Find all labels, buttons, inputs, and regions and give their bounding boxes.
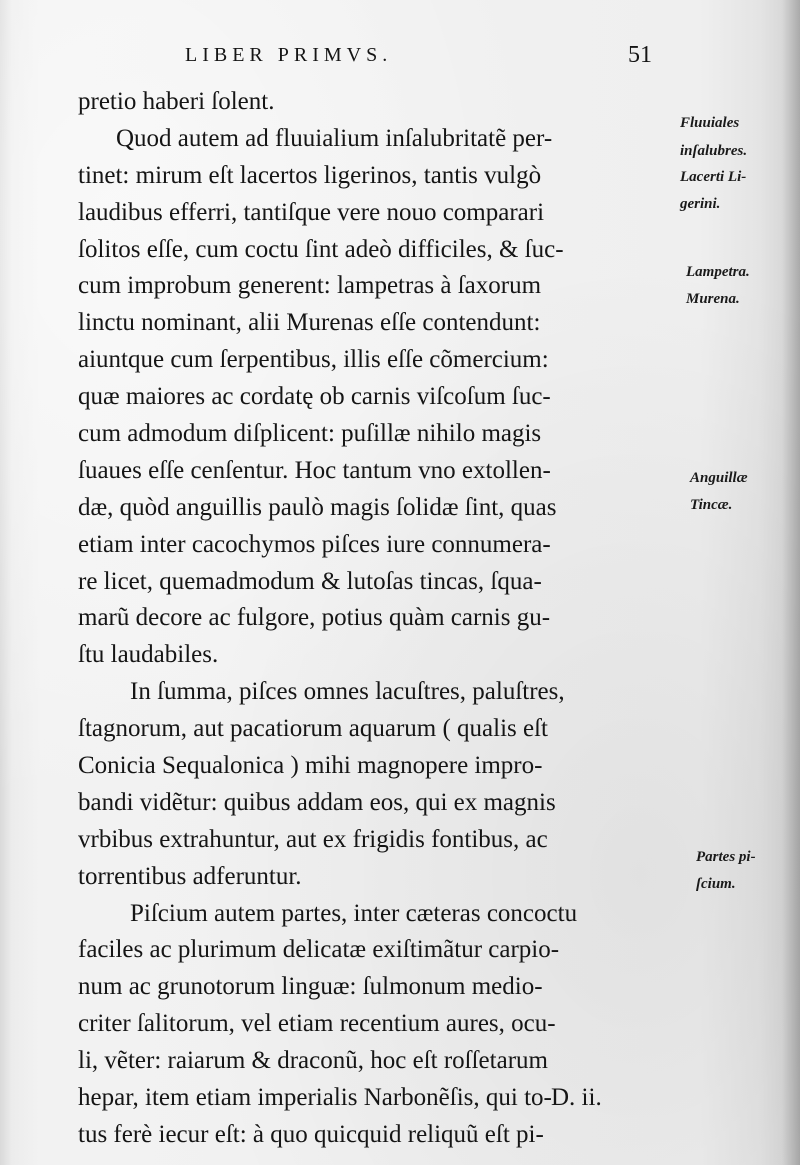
text-line-28: hepar, item etiam imperialis Narbonẽſis, qui to- bbox=[78, 1084, 552, 1112]
page-edge-shadow bbox=[782, 0, 800, 1165]
text-line-24: faciles ac plurimum delicatæ exiſtimãtur carpio- bbox=[78, 936, 560, 964]
margin-note-murena: Murena. bbox=[686, 291, 740, 307]
text-line-14: re licet, quemadmodum & lutoſas tincas, ſqua- bbox=[78, 567, 542, 595]
text-line-2: Quod autem ad fluuialium inſalubritatẽ per- bbox=[116, 124, 553, 152]
text-line-19: Conicia Sequalonica ) mihi magnopere impro- bbox=[78, 752, 543, 780]
text-line-1: pretio haberi ſolent. bbox=[78, 88, 275, 115]
text-line-26: criter ſalitorum, vel etiam recentium aures, ocu- bbox=[78, 1010, 556, 1038]
text-line-20: bandi vidẽtur: quibus addam eos, qui ex magnis bbox=[78, 788, 556, 816]
text-line-12: dæ, quòd anguillis paulò magis ſolidæ ſint, quas bbox=[78, 493, 557, 521]
margin-note-lampetra: Lampetra. bbox=[686, 264, 750, 280]
margin-note-gerini: gerini. bbox=[680, 196, 721, 212]
margin-note-piscium: ſcium. bbox=[696, 876, 736, 892]
signature-mark: D. ii. bbox=[551, 1084, 602, 1111]
margin-note-anguillae: Anguillæ bbox=[690, 470, 748, 486]
text-line-25: num ac grunotorum linguæ: ſulmonum medio- bbox=[78, 973, 543, 1001]
running-title: LIBER PRIMVS. bbox=[185, 44, 393, 66]
page-number: 51 bbox=[628, 42, 652, 68]
text-line-15: marũ decore ac fulgore, potius quàm carnis gu- bbox=[78, 604, 551, 632]
text-line-29: tus ferè iecur eſt: à quo quicquid reliquũ eſt pi- bbox=[78, 1120, 544, 1148]
text-line-10: cum admodum diſplicent: puſillæ nihilo magis bbox=[78, 420, 542, 448]
margin-note-insalubres: inſalubres. bbox=[680, 143, 748, 159]
text-line-6: cum improbum generent: lampetras à ſaxorum bbox=[78, 272, 542, 300]
text-line-3: tinet: mirum eſt lacertos ligerinos, tantis vulgò bbox=[78, 161, 542, 189]
text-line-21: vrbibus extrahuntur, aut ex frigidis fontibus, ac bbox=[78, 825, 548, 853]
margin-note-fluuiales: Fluuiales bbox=[680, 115, 740, 131]
text-line-11: ſuaues eſſe cenſentur. Hoc tantum vno extollen- bbox=[78, 456, 551, 484]
text-line-27: li, vẽter: raiarum & draconũ, hoc eſt roſſetarum bbox=[78, 1047, 548, 1075]
text-line-8: aiuntque cum ſerpentibus, illis eſſe cõmercium: bbox=[78, 346, 549, 374]
text-line-18: ſtagnorum, aut pacatiorum aquarum ( qualis eſt bbox=[78, 715, 548, 743]
text-line-9: quæ maiores ac cordatę ob carnis viſcoſum ſuc- bbox=[78, 383, 551, 411]
margin-note-tincae: Tincæ. bbox=[690, 497, 733, 513]
main-text-block bbox=[78, 84, 676, 1154]
text-line-5: ſolitos eſſe, cum coctu ſint adeò difficiles, & ſuc- bbox=[78, 235, 564, 263]
margin-note-lacerti: Lacerti Li- bbox=[680, 169, 747, 185]
text-line-17: In ſumma, piſces omnes lacuſtres, paluſtres, bbox=[130, 678, 565, 706]
text-line-4: laudibus efferri, tantiſque vere nouo comparari bbox=[78, 198, 545, 226]
text-line-7: linctu nominant, alii Murenas eſſe contendunt: bbox=[78, 309, 541, 337]
text-line-13: etiam inter cacochymos piſces iure connumera- bbox=[78, 530, 551, 558]
text-line-23: Piſcium autem partes, inter cæteras concoctu bbox=[130, 899, 578, 927]
text-line-16: ſtu laudabiles. bbox=[78, 641, 219, 669]
text-line-22: torrentibus adferuntur. bbox=[78, 862, 302, 890]
margin-note-partes: Partes pi- bbox=[696, 849, 756, 865]
